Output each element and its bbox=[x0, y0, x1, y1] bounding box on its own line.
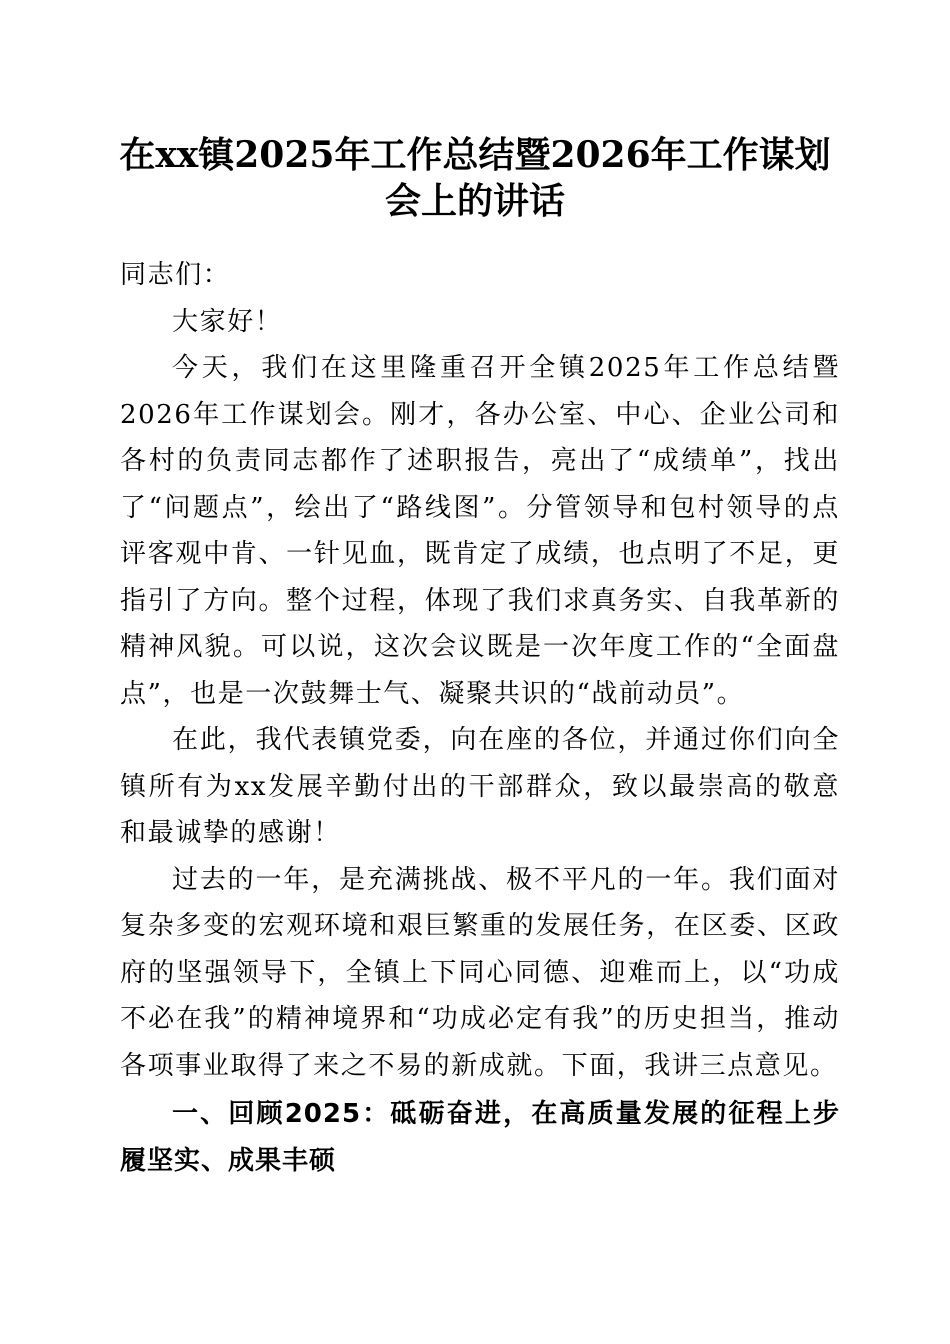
section-heading: 一、回顾2025：砥砺奋进，在高质量发展的征程上步履坚实、成果丰硕 bbox=[120, 1099, 840, 1176]
document-body bbox=[120, 252, 840, 1184]
paragraph-review: 过去的一年，是充满挑战、极不平凡的一年。我们面对复杂多变的宏观环境和艰巨繁重的发展任务，在区委、区政府的坚强领导下，全镇上下同心同德、迎难而上，以“功成不必在我”的精神境界和“功成必定有我”的历史担当，推动各项事业取得了来之不易的新成就。下面，我讲三点意见。 bbox=[120, 864, 840, 1081]
salutation: 同志们： bbox=[120, 260, 231, 290]
title-line-1: 在xx镇2025年工作总结暨2026年工作谋划 bbox=[119, 134, 831, 176]
document-title bbox=[100, 132, 850, 224]
paragraph-opening: 今天，我们在这里隆重召开全镇2025年工作总结暨2026年工作谋划会。刚才，各办公室、中心、企业公司和各村的负责同志都作了述职报告，亮出了“成绩单”，找出了“问题点”，绘出了“路线图”。分管领导和包村领导的点评客观中肯、一针见血，既肯定了成绩，也点明了不足，更指引了方向。整个过程，体现了我们求真务实、自我革新的精神风貌。可以说，这次会议既是一次年度工作的“全面盘点”，也是一次鼓舞士气、凝聚共识的“战前动员”。 bbox=[120, 353, 840, 709]
greeting: 大家好！ bbox=[172, 306, 283, 337]
paragraph-thanks: 在此，我代表镇党委，向在座的各位，并通过你们向全镇所有为xx发展辛勤付出的干部群众，致以最崇高的敬意和最诚挚的感谢！ bbox=[120, 725, 840, 848]
title-line-2: 会上的讲话 bbox=[384, 180, 565, 222]
